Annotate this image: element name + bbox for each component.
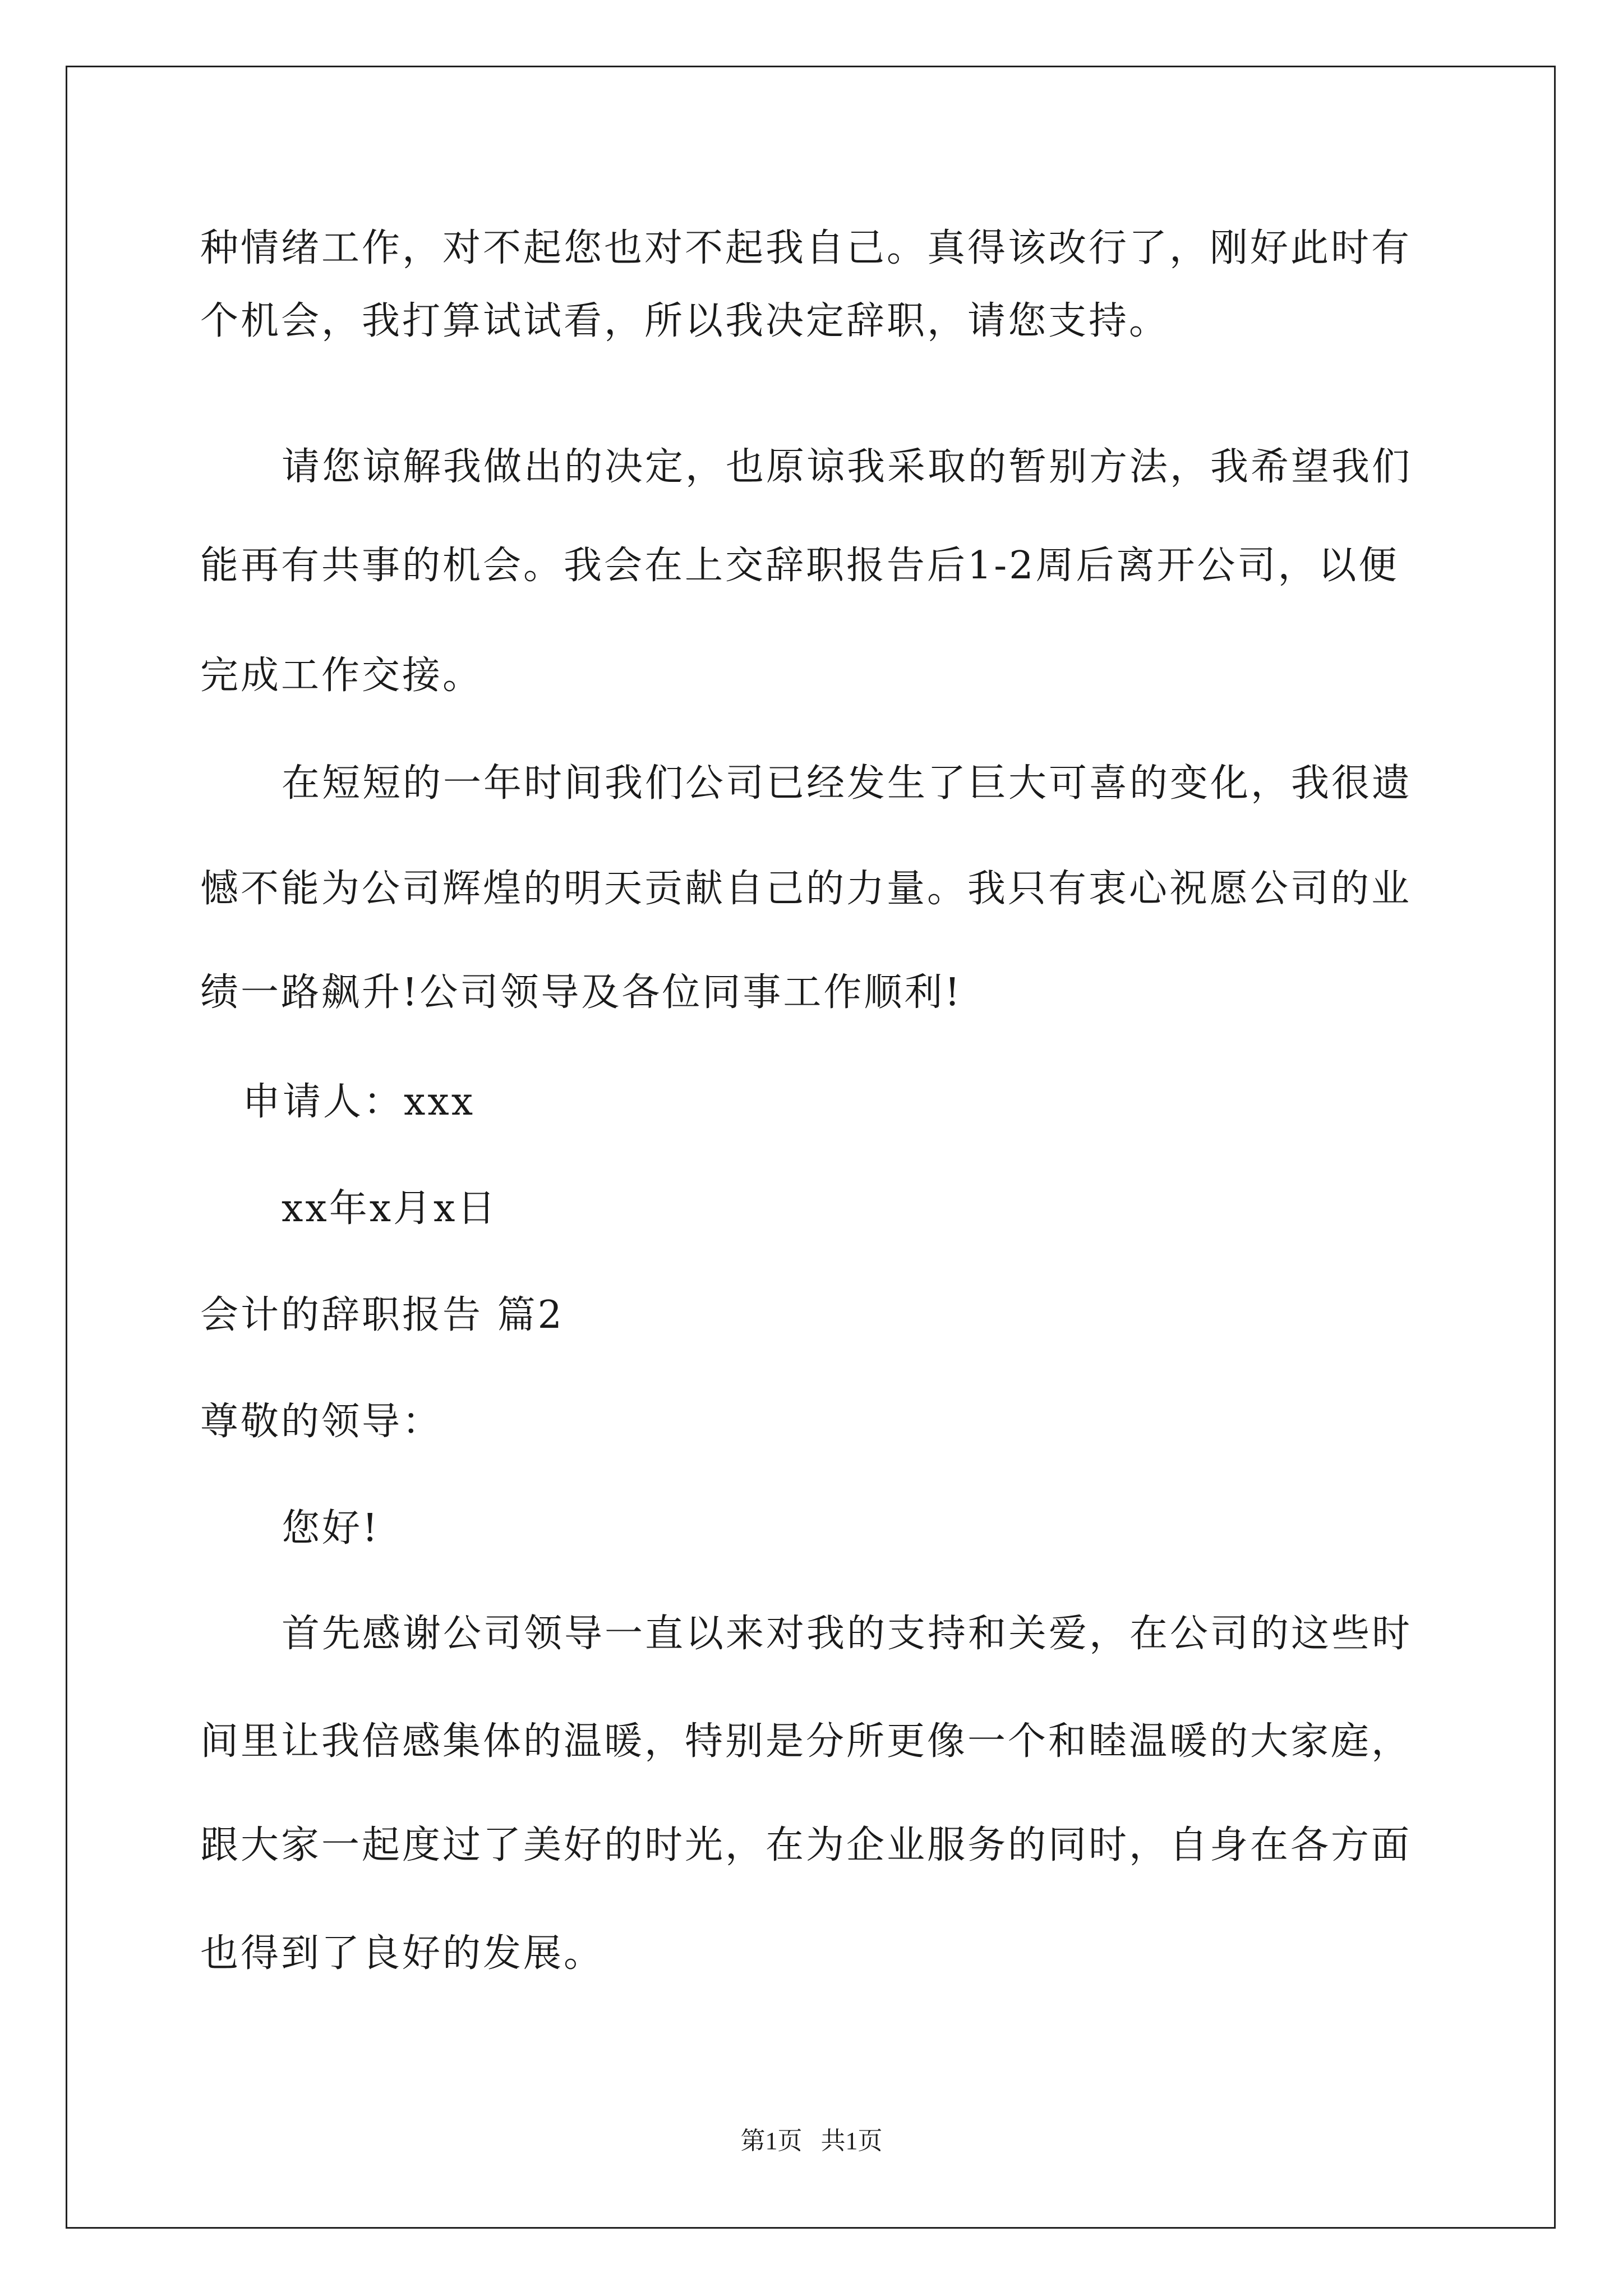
date-line: xx年x月x日 [282, 1186, 498, 1231]
body-line-7: 憾不能为公司辉煌的明天贡献自己的力量。我只有衷心祝愿公司的业 [200, 867, 1412, 911]
greeting: 您好! [282, 1506, 380, 1550]
page-border [66, 66, 1556, 2229]
body-line-3: 请您谅解我做出的决定，也原谅我采取的暂别方法，我希望我们 [282, 445, 1413, 489]
section-heading: 会计的辞职报告 篇2 [200, 1293, 564, 1337]
body-line-6: 在短短的一年时间我们公司已经发生了巨大可喜的变化，我很遗 [282, 761, 1413, 806]
body-line-9: 首先感谢公司领导一直以来对我的支持和关爱，在公司的这些时 [282, 1612, 1413, 1656]
body-line-4: 能再有共事的机会。我会在上交辞职报告后1-2周后离开公司，以便 [200, 544, 1399, 588]
body-line-10: 间里让我倍感集体的温暖，特别是分所更像一个和睦温暖的大家庭， [200, 1719, 1412, 1764]
body-line-8: 绩一路飙升!公司领导及各位同事工作顺利! [200, 970, 962, 1015]
body-line-5: 完成工作交接。 [200, 654, 483, 698]
page-total: 共1页 [820, 2127, 883, 2155]
page-number: 第1页 [740, 2127, 803, 2155]
body-line-11: 跟大家一起度过了美好的时光，在为企业服务的同时，自身在各方面 [200, 1823, 1412, 1867]
body-line-1: 种情绪工作，对不起您也对不起我自己。真得该改行了，刚好此时有 [200, 226, 1412, 270]
body-line-12: 也得到了良好的发展。 [200, 1931, 605, 1976]
salutation: 尊敬的领导： [200, 1400, 443, 1444]
applicant-line: 申请人：xxx [242, 1080, 476, 1124]
body-line-2: 个机会，我打算试试看，所以我决定辞职，请您支持。 [200, 299, 1170, 343]
page-footer [0, 2124, 1623, 2158]
